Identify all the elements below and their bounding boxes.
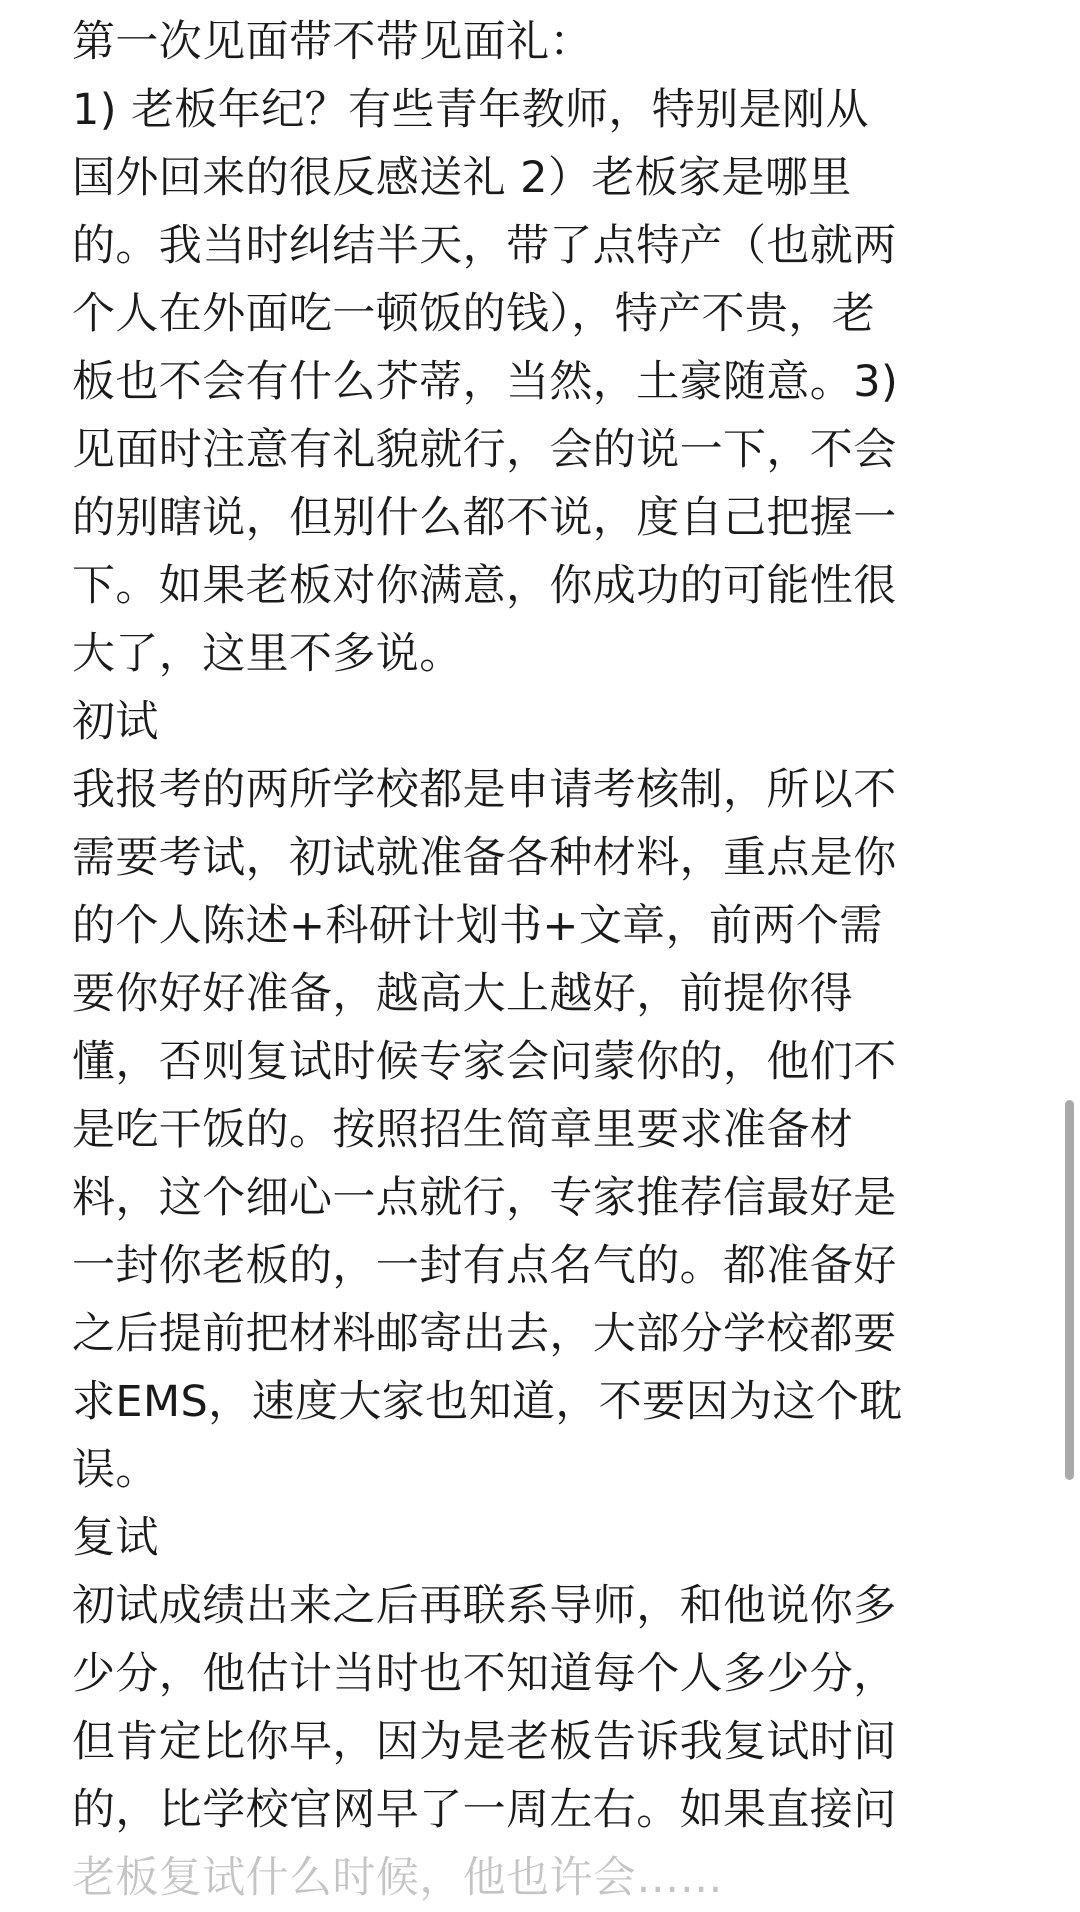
partially-visible-line: 老板复试什么时候，他也许会…… [72,1853,723,1903]
text-line: 一封你老板的，一封有点名气的。都准备好 [72,1241,897,1291]
text-line: 1) 老板年纪？有些青年教师，特别是刚从 [72,85,869,135]
text-line: 料，这个细心一点就行，专家推荐信最好是 [72,1173,897,1223]
text-line: 板也不会有什么芥蒂，当然，土豪随意。3) [72,357,899,407]
text-line: 大了，这里不多说。 [72,629,463,679]
text-line: 是吃干饭的。按照招生简章里要求准备材 [72,1105,854,1155]
text-line: 见面时注意有礼貌就行，会的说一下，不会 [72,425,897,475]
text-line: 初试成绩出来之后再联系导师，和他说你多 [72,1581,897,1631]
text-line: 我报考的两所学校都是申请考核制，所以不 [72,765,897,815]
text-line: 国外回来的很反感送礼 2）老板家是哪里 [72,153,852,203]
article-body [72,8,1002,1903]
text-line: 的个人陈述+科研计划书+文章，前两个需 [72,901,883,951]
text-line: 个人在外面吃一顿饭的钱），特产不贵，老 [72,289,876,339]
text-line: 第一次见面带不带见面礼： [72,17,593,67]
text-line: 要你好好准备，越高大上越好，前提你得 [72,969,854,1019]
text-line: 的，比学校官网早了一周左右。如果直接问 [72,1785,897,1835]
text-line: 的别瞎说，但别什么都不说，度自己把握一 [72,493,897,543]
text-line: 懂，否则复试时候专家会问蒙你的，他们不 [72,1037,897,1087]
text-line: 少分，他估计当时也不知道每个人多少分， [72,1649,897,1699]
text-line: 但肯定比你早，因为是老板告诉我复试时间 [72,1717,897,1767]
text-line: 之后提前把材料邮寄出去，大部分学校都要 [72,1309,897,1359]
text-line: 下。如果老板对你满意，你成功的可能性很 [72,561,897,611]
section-heading: 复试 [72,1513,159,1563]
text-line: 误。 [72,1445,159,1495]
scrollbar[interactable] [1065,1100,1074,1480]
text-line: 求EMS，速度大家也知道，不要因为这个耽 [72,1377,903,1427]
text-line: 需要考试，初试就准备各种材料，重点是你 [72,833,897,883]
section-heading: 初试 [72,697,159,747]
text-line: 的。我当时纠结半天，带了点特产（也就两 [72,221,897,271]
